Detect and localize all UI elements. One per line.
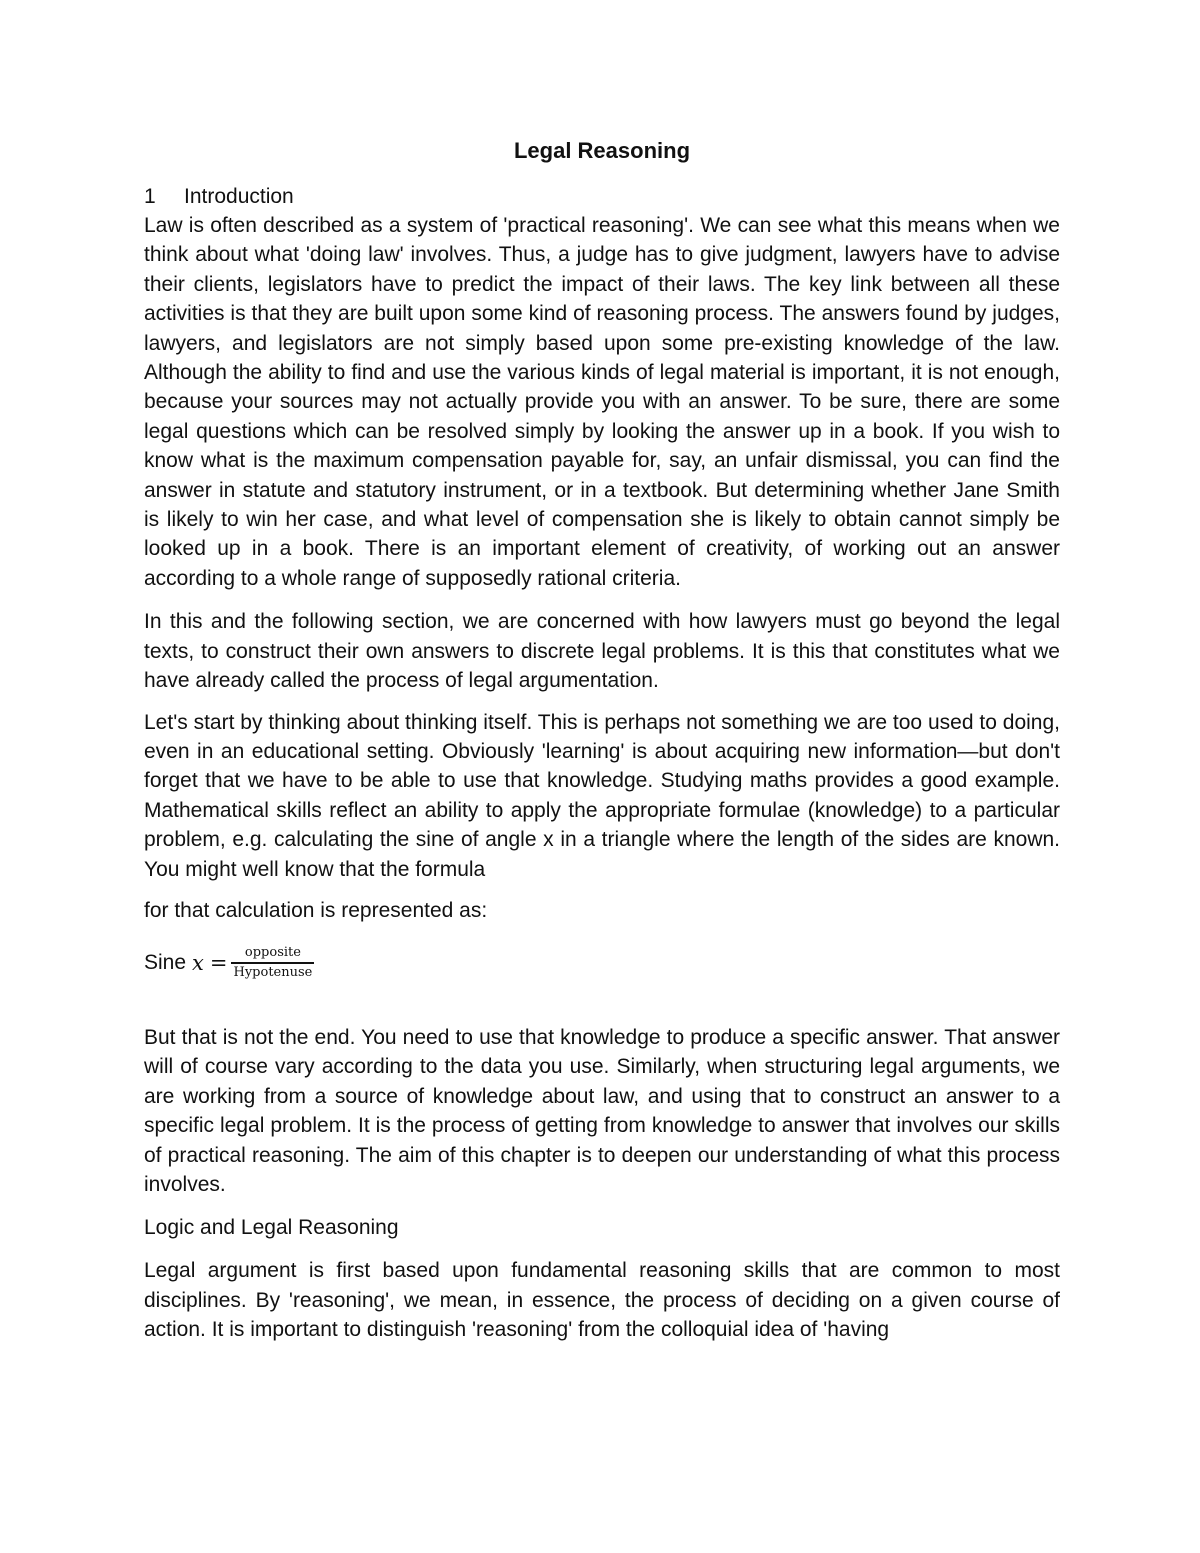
paragraph-argumentation: In this and the following section, we are concerned with how lawyers must go beyond the legal texts, to construct their own answers to discrete legal problems. It is this that constitutes what we have already called the process of legal argumentation. [144, 610, 1060, 693]
paragraph-thinking: Let's start by thinking about thinking itself. This is perhaps not something we are too used to doing, even in an educational setting. Obviously 'learning' is about acquiring new information—but don't forget that we have to be able to use that knowledge. Studying maths provides a good example. Mathematical skills reflect an ability to apply the appropriate formulae (knowledge) to a particular problem, e.g. calculating the sine of angle x in a triangle where the length of the sides are known. You might well know that the formula [144, 710, 1060, 881]
paragraph-logic: Legal argument is first based upon fundamental reasoning skills that are common to most disciplines. By 'reasoning', we mean, in essence, the process of deciding on a given course of action. It is important to distinguish 'reasoning' from the colloquial idea of 'having [144, 1259, 1060, 1342]
subheading-logic: Logic and Legal Reasoning [144, 1216, 399, 1240]
document-title: Legal Reasoning [513, 138, 691, 163]
formula-equals: = [209, 950, 228, 975]
formula-label: Sine [144, 950, 187, 974]
section-title: Introduction [184, 185, 294, 208]
formula-denominator: Hypotenuse [233, 964, 313, 980]
formula-numerator: opposite [244, 945, 301, 961]
formula-variable: x [192, 950, 204, 975]
section-heading-introduction [144, 182, 1060, 211]
section-number: 1 [144, 185, 156, 208]
paragraph-intro: Law is often described as a system of 'practical reasoning'. We can see what this means when we think about what 'doing law' involves. Thus, a judge has to give judgment, lawyers have to advise their clients, legislators have to predict the impact of their laws. The key link between all these activities is that they are built upon some kind of reasoning process. The answers found by judges, lawyers, and legislators are not simply based upon some pre-existing knowledge of the law. Although the ability to find and use the various kinds of legal material is important, it is not enough, because your sources may not actually provide you with an answer. To be sure, there are some legal questions which can be resolved simply by looking the answer up in a book. If you wish to know what is the maximum compensation payable for, say, an unfair dismissal, you can find the answer in statute and statutory instrument, or in a textbook. But determining whether Jane Smith is likely to win her case, and what level of compensation she is likely to obtain cannot simply be looked up in a book. There is an important element of creativity, of working out an answer according to a whole range of supposedly rational criteria. [144, 214, 1060, 590]
paragraph-after-formula: But that is not the end. You need to use that knowledge to produce a specific answer. That answer will of course vary according to the data you use. Similarly, when structuring legal arguments, we are working from a source of knowledge about law, and using that to construct an answer to a specific legal problem. It is the process of getting from knowledge to answer that involves our skills of practical reasoning. The aim of this chapter is to deepen our understanding of what this process involves. [144, 1025, 1060, 1196]
formula-fraction [231, 945, 314, 980]
formula-intro: for that calculation is represented as: [144, 898, 488, 922]
sine-formula [144, 941, 1060, 985]
document-page [144, 136, 1060, 1357]
